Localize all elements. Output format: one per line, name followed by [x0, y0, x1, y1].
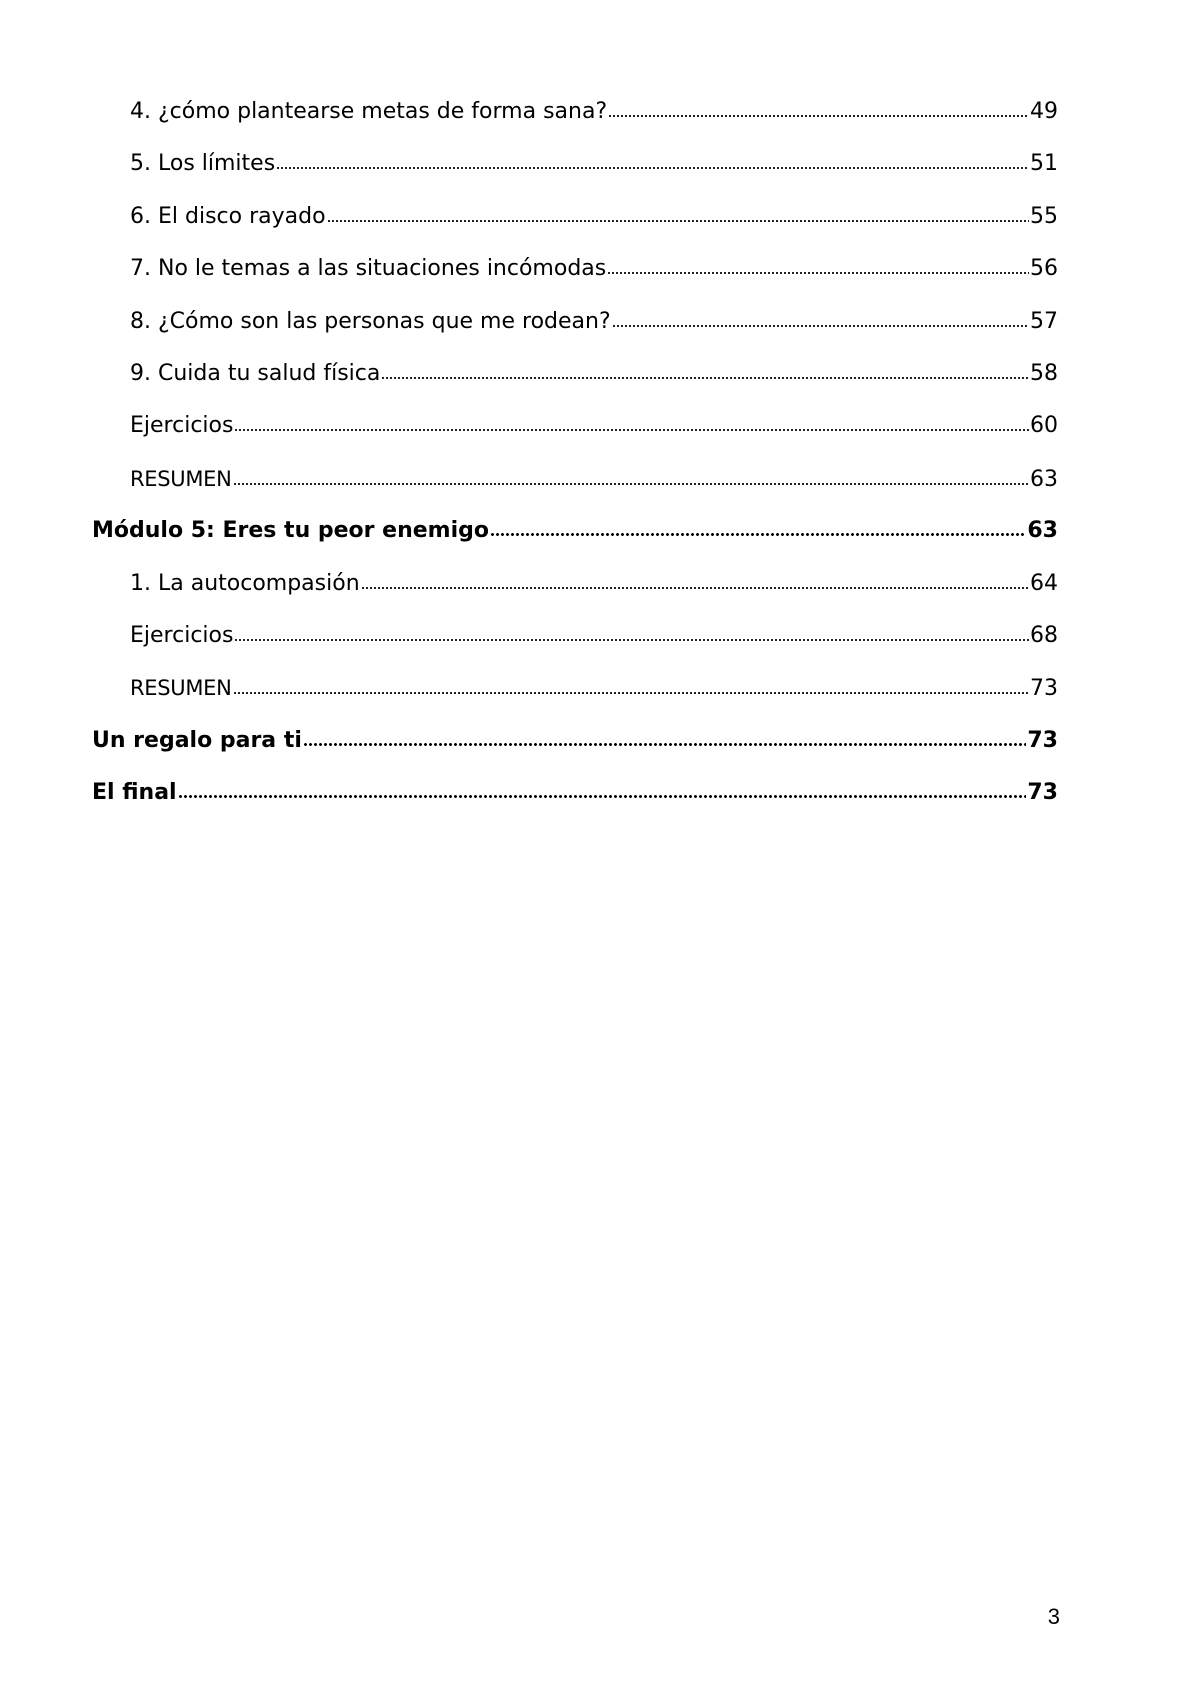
table-of-contents: [92, 86, 1058, 819]
toc-entry-module[interactable]: [92, 505, 1058, 557]
toc-entry-page: 56: [1030, 256, 1058, 282]
toc-entry[interactable]: [92, 453, 1058, 505]
toc-leader-dots: [381, 374, 1029, 380]
toc-entry-page: 63: [1030, 466, 1058, 492]
toc-leader-dots: [607, 269, 1029, 275]
toc-entry-page: 57: [1030, 308, 1058, 334]
toc-entry-title: 6. El disco rayado: [130, 203, 326, 229]
toc-entry-page: 55: [1030, 203, 1058, 229]
toc-entry-page: 68: [1030, 622, 1058, 648]
toc-entry[interactable]: [92, 348, 1058, 400]
toc-entry-page: 51: [1030, 151, 1058, 177]
toc-entry[interactable]: [92, 558, 1058, 610]
toc-entry-page: 60: [1030, 413, 1058, 439]
toc-entry[interactable]: [92, 400, 1058, 452]
toc-entry[interactable]: [92, 662, 1058, 714]
toc-entry-page: 73: [1030, 676, 1058, 702]
toc-entry[interactable]: [92, 610, 1058, 662]
page-number: 3: [1047, 1604, 1060, 1629]
toc-entry-title: 1. La autocompasión: [130, 570, 360, 596]
toc-entry-title: 7. No le temas a las situaciones incómodas: [130, 256, 607, 282]
toc-leader-dots: [178, 792, 1027, 799]
toc-entry-main[interactable]: [92, 715, 1058, 767]
toc-entry-title: Módulo 5: Eres tu peor enemigo: [92, 518, 490, 544]
toc-entry-title: RESUMEN: [130, 676, 232, 701]
toc-leader-dots: [612, 322, 1029, 328]
toc-entry-title: 5. Los límites: [130, 151, 276, 177]
toc-entry[interactable]: [92, 243, 1058, 295]
toc-leader-dots: [234, 426, 1029, 432]
toc-entry-title: 8. ¿Cómo son las personas que me rodean?: [130, 308, 611, 334]
toc-entry-page: 63: [1027, 518, 1058, 544]
toc-entry-title: Ejercicios: [130, 622, 234, 648]
toc-leader-dots: [327, 217, 1029, 223]
toc-entry-page: 58: [1030, 360, 1058, 386]
toc-entry-title: 9. Cuida tu salud física: [130, 360, 381, 386]
toc-leader-dots: [608, 112, 1029, 118]
toc-entry[interactable]: [92, 296, 1058, 348]
toc-entry-title: El final: [92, 780, 177, 806]
toc-entry[interactable]: [92, 138, 1058, 190]
toc-leader-dots: [361, 584, 1029, 590]
toc-entry-title: Ejercicios: [130, 413, 234, 439]
toc-entry[interactable]: [92, 86, 1058, 138]
toc-entry-title: 4. ¿cómo plantearse metas de forma sana?: [130, 99, 608, 124]
toc-entry-page: 73: [1027, 727, 1058, 753]
toc-entry-page: 64: [1030, 570, 1058, 596]
toc-entry-main[interactable]: [92, 767, 1058, 819]
toc-entry[interactable]: [92, 191, 1058, 243]
toc-entry-page: 73: [1027, 780, 1058, 806]
toc-leader-dots: [490, 530, 1026, 537]
toc-leader-dots: [233, 689, 1029, 695]
toc-entry-title: Un regalo para ti: [92, 727, 302, 753]
toc-leader-dots: [303, 740, 1027, 747]
toc-entry-title: RESUMEN: [130, 466, 232, 491]
toc-leader-dots: [276, 164, 1029, 170]
toc-leader-dots: [233, 480, 1029, 486]
toc-leader-dots: [234, 636, 1029, 642]
toc-entry-page: 49: [1030, 99, 1058, 124]
